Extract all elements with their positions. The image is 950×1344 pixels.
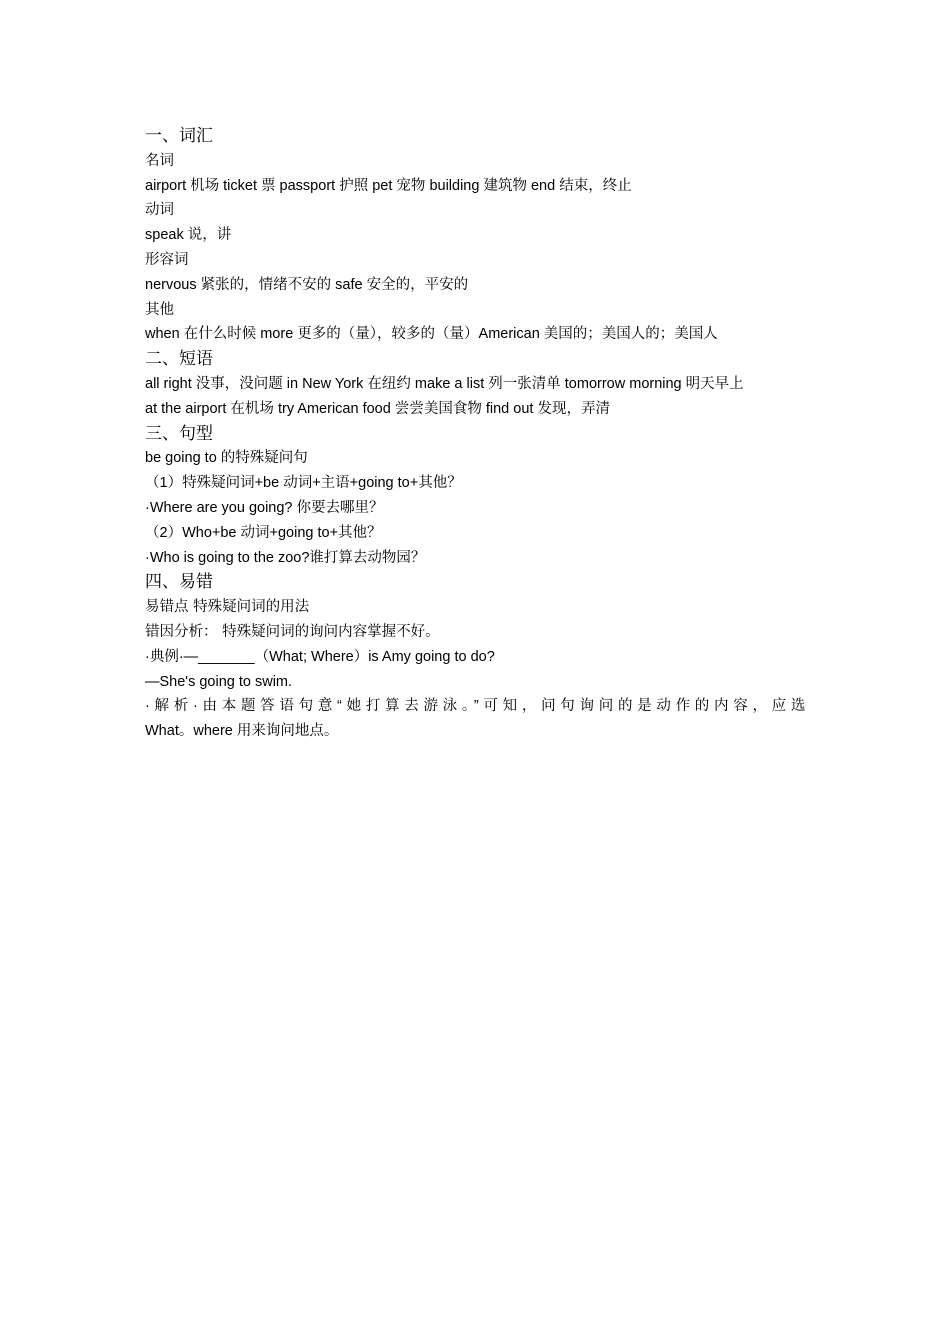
noun-line: airport 机场 ticket 票 passport 护照 pet 宠物 building 建筑物 end 结束，终止 [145, 177, 632, 194]
adjective-label: 形容词 [145, 251, 189, 268]
error-cause: 错因分析： 特殊疑问词的询问内容掌握不好。 [145, 623, 440, 640]
error-analysis-line-2: What。where 用来询问地点。 [145, 723, 339, 740]
verb-line: speak 说，讲 [145, 227, 232, 244]
noun-label: 名词 [145, 152, 174, 169]
error-analysis-line-1: ·解析·由本题答语句意“她打算去游泳。”可知，问句询问的是动作的内容，应选 [145, 698, 807, 715]
other-label: 其他 [145, 301, 174, 318]
sentence-rule-1: （1）特殊疑问词+be 动词+主语+going to+其他？ [145, 475, 462, 492]
section-title-sentences: 三、句型 [145, 423, 213, 444]
other-line: when 在什么时候 more 更多的（量），较多的（量）American 美国的；美国人的；美国人 [145, 326, 718, 343]
section-title-phrases: 二、短语 [145, 349, 213, 370]
verb-label: 动词 [145, 202, 174, 219]
section-title-vocab: 一、词汇 [145, 126, 213, 146]
error-example-question: ·典例·—_______（What; Where）is Amy going to do? [145, 648, 495, 665]
error-point: 易错点 特殊疑问词的用法 [145, 599, 310, 616]
phrase-line-1: all right 没事，没问题 in New York 在纽约 make a list 列一张清单 tomorrow morning 明天早上 [145, 375, 744, 392]
sentence-example-2: ·Who is going to the zoo?谁打算去动物园？ [145, 549, 426, 566]
error-example-answer: —She's going to swim. [145, 673, 293, 690]
sentence-intro: be going to 的特殊疑问句 [145, 450, 308, 467]
phrase-line-2: at the airport 在机场 try American food 尝尝美国食物 find out 发现，弄清 [145, 400, 610, 417]
sentence-example-1: ·Where are you going? 你要去哪里？ [145, 499, 384, 516]
sentence-rule-2: （2）Who+be 动词+going to+其他？ [145, 524, 382, 541]
document-page [145, 124, 807, 744]
section-title-errors: 四、易错 [145, 572, 213, 593]
adjective-line: nervous 紧张的，情绪不安的 safe 安全的，平安的 [145, 276, 469, 293]
